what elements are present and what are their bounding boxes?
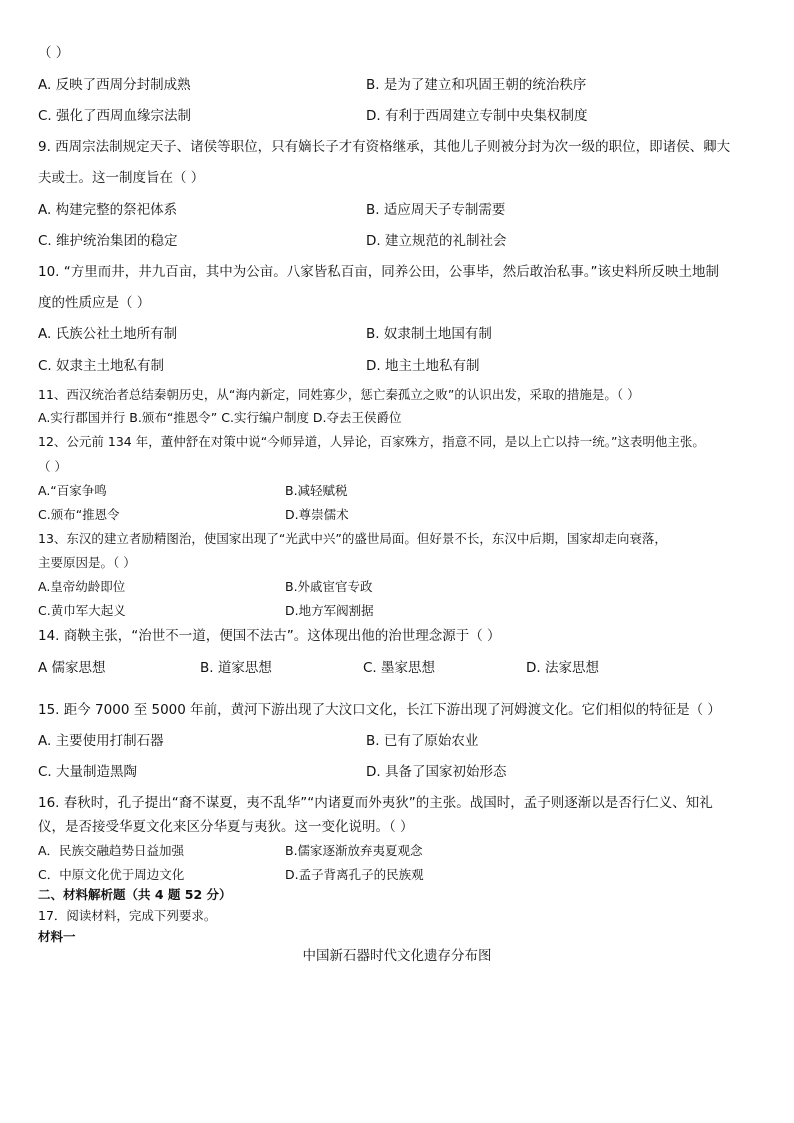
q16-option-d: D.孟子背离孔子的民族观: [285, 867, 424, 882]
q10-option-a: A. 氏族公社土地所有制: [38, 326, 178, 342]
q13-option-b: B.外戚宦官专政: [285, 579, 373, 594]
q16-option-c: C．中原文化优于周边文化: [38, 867, 185, 882]
q8-stem-tail: （ ）: [38, 45, 70, 61]
q8-option-a: A. 反映了西周分封制成熟: [38, 77, 191, 93]
q12-option-c: C.颁布“推恩令: [38, 507, 120, 522]
q9-option-a: A. 构建完整的祭祀体系: [38, 202, 178, 218]
material-one-label: 材料一: [38, 929, 76, 944]
q14-option-b: B. 道家思想: [200, 660, 272, 676]
q10-option-c: C. 奴隶主土地私有制: [38, 358, 165, 374]
q13-option-c: C.黄巾军大起义: [38, 603, 126, 618]
q10-stem-line2: 度的性质应是（ ）: [38, 295, 151, 311]
q12-option-a: A.“百家争鸣: [38, 483, 107, 498]
q12-stem-line2: （ ）: [38, 459, 67, 474]
q9-option-c: C. 维护统治集团的稳定: [38, 233, 178, 249]
q14-option-a: A 儒家思想: [38, 660, 106, 676]
q15-option-b: B. 已有了原始农业: [366, 733, 479, 749]
q15-option-a: A. 主要使用打制石器: [38, 733, 164, 749]
figure-title: 中国新石器时代文化遗存分布图: [302, 948, 492, 964]
q16-option-a: A．民族交融趋势日益加强: [38, 843, 185, 858]
q11-stem: 11、西汉统治者总结秦朝历史，从“海内新定，同姓寡少，惩亡秦孤立之败”的认识出发，采取的措施是。（ ）: [38, 387, 640, 402]
q12-option-d: D.尊崇儒术: [285, 507, 349, 522]
q9-option-d: D. 建立规范的礼制社会: [366, 233, 507, 249]
q13-stem-line1: 13、东汉的建立者励精图治，使国家出现了“光武中兴”的盛世局面。但好景不长，东汉中后期，国家却走向衰落，: [38, 531, 667, 546]
q14-option-d: D. 法家思想: [526, 660, 599, 676]
q16-stem-line2: 仪，是否接受华夏文化来区分华夏与夷狄。这一变化说明。（ ）: [38, 819, 414, 835]
q13-option-a: A.皇帝幼龄即位: [38, 579, 126, 594]
q15-option-c: C. 大量制造黑陶: [38, 764, 138, 780]
q10-option-d: D. 地主土地私有制: [366, 358, 480, 374]
q16-option-b: B.儒家逐渐放弃夷夏观念: [285, 843, 423, 858]
q11-options: A.实行郡国并行 B.颁布“推恩令” C.实行编户制度 D.夺去王侯爵位: [38, 410, 402, 425]
q13-stem-line2: 主要原因是。（ ）: [38, 555, 136, 570]
q15-option-d: D. 具备了国家初始形态: [366, 764, 507, 780]
q12-option-b: B.减轻赋税: [285, 483, 348, 498]
q9-stem-line2: 夫或士。这一制度旨在（ ）: [38, 170, 205, 186]
q14-option-c: C. 墨家思想: [363, 660, 436, 676]
q13-option-d: D.地方军阀割据: [285, 603, 374, 618]
q10-stem-line1: 10. “方里而井，井九百亩，其中为公亩。八家皆私百亩，同养公田，公事毕，然后敢治私事。”该史料所反映土地制: [38, 264, 719, 280]
q9-stem-line1: 9. 西周宗法制规定天子、诸侯等职位，只有嫡长子才有资格继承，其他儿子则被分封为次一级的职位，即诸侯、卿大: [38, 139, 731, 155]
q8-option-c: C. 强化了西周血缘宗法制: [38, 108, 192, 124]
q15-stem: 15. 距今 7000 至 5000 年前，黄河下游出现了大汶口文化，长江下游出现了河姆渡文化。它们相似的特征是（ ）: [38, 702, 721, 718]
q8-option-d: D. 有利于西周建立专制中央集权制度: [366, 108, 588, 124]
q8-option-b: B. 是为了建立和巩固王朝的统治秩序: [366, 77, 587, 93]
q14-stem: 14. 商鞅主张，“治世不一道，便国不法古”。这体现出他的治世理念源于（ ）: [38, 628, 501, 644]
q17-stem: 17．阅读材料，完成下列要求。: [38, 908, 217, 923]
q12-stem-line1: 12、公元前 134 年，董仲舒在对策中说“今师异道，人异论，百家殊方，指意不同，是以上亡以持一统。”这表明他主张。: [38, 434, 705, 449]
q10-option-b: B. 奴隶制土地国有制: [366, 326, 492, 342]
section-two-heading: 二、材料解析题（共 4 题 52 分）: [38, 887, 232, 902]
q9-option-b: B. 适应周天子专制需要: [366, 202, 506, 218]
q16-stem-line1: 16. 春秋时，孔子提出“裔不谋夏，夷不乱华”“内诸夏而外夷狄”的主张。战国时，孟子则逐渐以是否行仁义、知礼: [38, 795, 713, 811]
